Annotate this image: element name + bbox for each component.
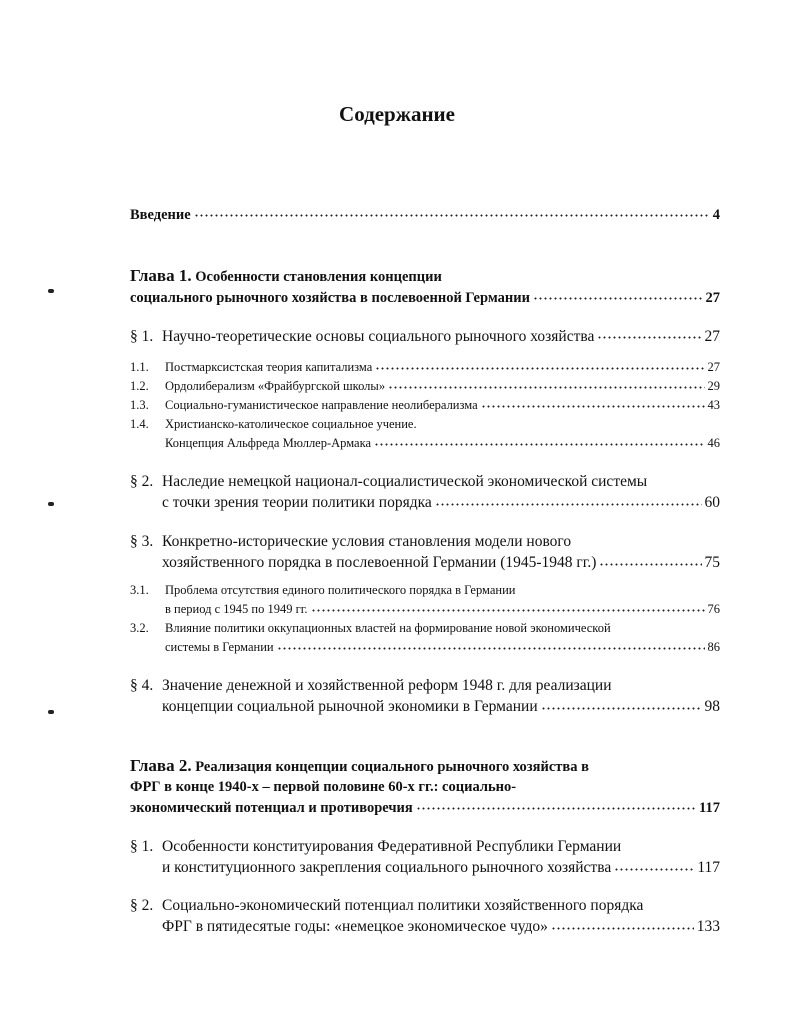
toc-section-1-3[interactable] [130, 532, 720, 573]
page-title: Содержание [339, 102, 455, 126]
toc-section-1-1[interactable] [130, 325, 720, 346]
entry-title: Научно-теоретические основы социального рыночного хозяйства [162, 327, 595, 345]
toc-subsection-3-2[interactable] [130, 619, 720, 657]
toc-subsection-1-3[interactable] [130, 396, 720, 415]
toc-subsection-3-1[interactable] [130, 581, 720, 619]
entry-title: хозяйственного порядка в послевоенной Германии (1945-1948 гг.) [162, 554, 597, 571]
toc-section-1-2[interactable] [130, 472, 720, 513]
section-number: § 1. [130, 327, 154, 345]
entry-title: Особенности конституирования Федеративной Республики Германии [162, 838, 622, 855]
scan-mark [48, 502, 54, 506]
entry-page: 76 [707, 602, 720, 616]
dot-leader [311, 601, 705, 614]
entry-page: 46 [707, 436, 720, 450]
subsection-number: 1.3. [130, 398, 149, 412]
scan-mark [48, 289, 54, 293]
entry-title: социального рыночного хозяйства в послевоенной Германии [130, 289, 530, 306]
entry-title: Конкретно-исторические условия становления модели нового [162, 533, 572, 550]
entry-title: Реализация концепции социального рыночного хозяйства в [195, 759, 589, 775]
dot-leader [277, 639, 705, 652]
entry-page: 27 [707, 360, 720, 374]
section-number: § 4. [130, 677, 154, 694]
toc-section-1-4[interactable] [130, 676, 720, 717]
toc-subsection-1-1[interactable] [130, 358, 720, 377]
dot-leader [374, 435, 704, 448]
section-number: § 2. [130, 473, 154, 490]
dot-leader [599, 552, 701, 568]
entry-title: Влияние политики оккупационных властей на формирование новой экономической [165, 621, 611, 635]
entry-title: концепции социальной рыночной экономики в Германии [162, 698, 538, 715]
toc-subsection-1-4[interactable] [130, 415, 720, 453]
entry-page: 98 [704, 698, 720, 715]
entry-title: и конституционного закрепления социального рыночного хозяйства [162, 859, 612, 876]
entry-page: 60 [704, 494, 720, 511]
subsection-number: 1.1. [130, 360, 149, 374]
chapter-label: Глава 2. [130, 756, 192, 775]
subsection-number: 3.1. [130, 583, 149, 597]
dot-leader [614, 857, 694, 873]
entry-page: 117 [697, 859, 720, 876]
entry-title: Особенности становления концепции [195, 269, 442, 285]
dot-leader [597, 325, 701, 341]
dot-leader [481, 397, 705, 410]
entry-page: 86 [707, 640, 720, 654]
toc-chapter-2[interactable] [130, 756, 720, 818]
entry-title: ФРГ в пятидесятые годы: «немецкое экономическое чудо» [162, 918, 548, 935]
dot-leader [551, 916, 694, 932]
entry-page: 4 [712, 206, 720, 223]
entry-page: 75 [704, 554, 720, 571]
entry-title: Введение [130, 206, 191, 223]
dot-leader [435, 492, 702, 508]
toc-subsection-1-2[interactable] [130, 377, 720, 396]
entry-title: Социально-гуманистическое направление неолиберализма [165, 398, 478, 412]
toc-section-2-1[interactable] [130, 837, 720, 878]
dot-leader [388, 378, 704, 391]
scan-mark [48, 710, 54, 714]
subsection-number: 3.2. [130, 621, 149, 635]
dot-leader [416, 797, 696, 812]
section-number: § 3. [130, 533, 154, 550]
dot-leader [533, 287, 703, 302]
chapter-label: Глава 1. [130, 266, 192, 285]
entry-title: системы в Германии [165, 640, 274, 654]
toc-entry-intro[interactable] [130, 204, 720, 224]
entry-title: с точки зрения теории политики порядка [162, 494, 432, 511]
entry-page: 43 [707, 398, 720, 412]
dot-leader [541, 696, 702, 712]
entry-title: Ордолиберализм «Фрайбургской школы» [165, 379, 386, 393]
entry-title: экономический потенциал и противоречия [130, 799, 413, 816]
entry-title: Проблема отсутствия единого политического порядка в Германии [165, 583, 516, 597]
entry-title: Значение денежной и хозяйственной реформ 1948 г. для реализации [162, 677, 612, 694]
entry-title: Наследие немецкой национал-социалистической экономической системы [162, 473, 648, 490]
entry-title: в период с 1945 по 1949 гг. [165, 602, 308, 616]
entry-title: Постмарксистская теория капитализма [165, 360, 373, 374]
entry-page: 27 [704, 327, 720, 345]
section-number: § 2. [130, 897, 154, 914]
dot-leader [194, 204, 710, 219]
subsection-number: 1.4. [130, 417, 149, 431]
entry-page: 133 [696, 918, 720, 935]
entry-title: Концепция Альфреда Мюллер-Армака [165, 436, 372, 450]
entry-page: 117 [699, 799, 720, 816]
toc-section-2-2[interactable] [130, 896, 720, 937]
entry-title: Христианско-католическое социальное учение. [165, 417, 417, 431]
toc-chapter-1[interactable] [130, 266, 720, 308]
section-number: § 1. [130, 838, 154, 855]
entry-title: ФРГ в конце 1940-х – первой половине 60-х гг.: социально- [130, 779, 517, 795]
entry-page: 27 [705, 289, 720, 306]
dot-leader [375, 359, 704, 372]
subsection-number: 1.2. [130, 379, 149, 393]
entry-page: 29 [707, 379, 720, 393]
entry-title: Социально-экономический потенциал политики хозяйственного порядка [162, 897, 644, 914]
